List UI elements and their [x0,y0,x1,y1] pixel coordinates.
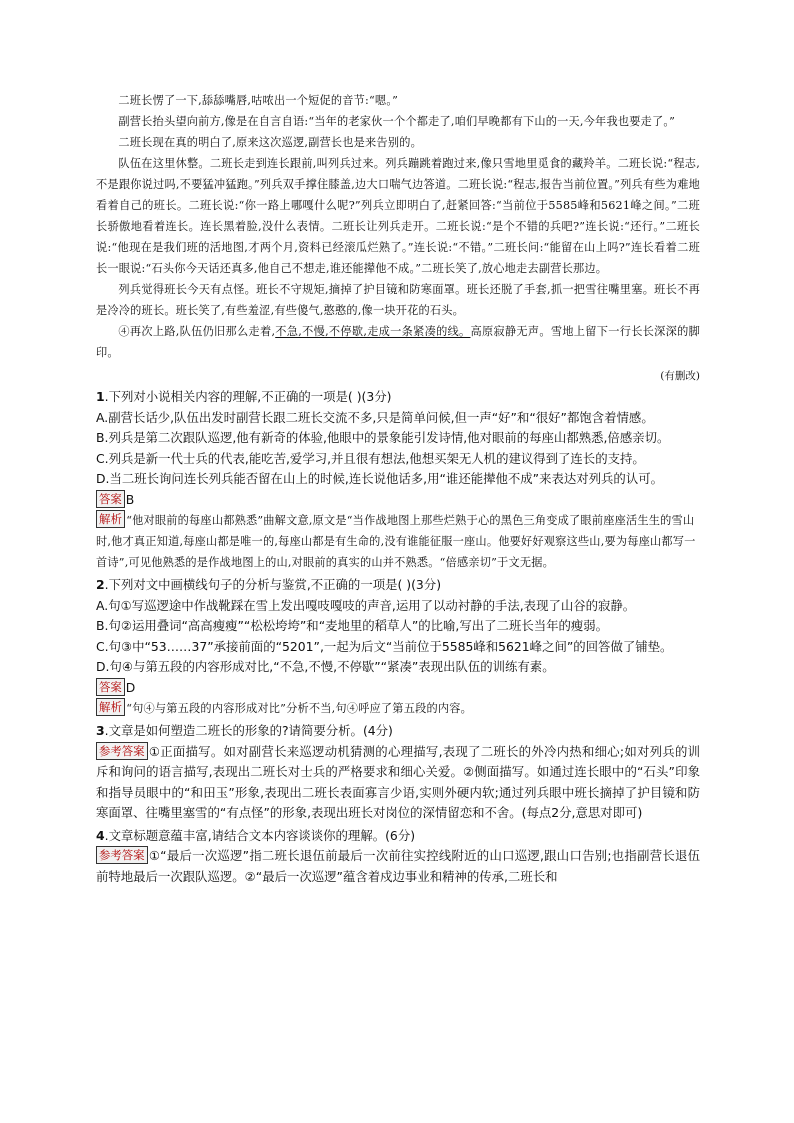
question-number: 4 [96,827,105,843]
story-paragraph: 副营长抬头望向前方,像是在自言自语:“当年的老家伙一个个都走了,咱们早晚都有下山的一天,今年我也要走了。” [118,115,676,128]
answer-value: B [125,491,135,507]
option-b: B.列兵是第二次跟队巡逻,他有新奇的体验,他眼中的景象能引发诗情,他对眼前的每座山都熟悉,倍感亲切。 [96,430,670,445]
option-d: D.当二班长询问连长列兵能否留在山上的时候,连长说他话多,用“谁还能撵他不成”来表达对列兵的认可。 [96,471,663,486]
option-c: C.列兵是新一代士兵的代表,能吃苦,爱学习,并且很有想法,他想买架无人机的建议得到了连长的支持。 [96,450,645,466]
story-paragraph: 二班长愣了一下,舔舔嘴唇,咕哝出一个短促的音节:“嗯。” [118,94,399,107]
question-stem: 1.下列对小说相关内容的理解,不正确的一项是( )(3分) [96,389,392,404]
reference-answer-tag: 参考答案 [96,742,148,760]
reference-answer-tag: 参考答案 [96,846,148,864]
answer-line [96,490,700,511]
question-4 [96,826,700,888]
story-excerpt [96,90,700,363]
option-b: B.句②运用叠词“高高瘦瘦”“松松垮垮”和“麦地里的稻草人”的比喻,写出了二班长当年的瘦弱。 [96,618,609,633]
analysis-2 [96,698,700,719]
option-a: A.句①写巡逻途中作战靴踩在雪上发出嘎吱嘎吱的声音,运用了以动衬静的手法,表现了山谷的寂静。 [96,597,636,613]
reference-answer-text: ①正面描写。如对副营长来巡逻动机猜测的心理描写,表现了二班长的外冷内热和细心;如对列兵的训斥和询问的语言描写,表现出二班长对士兵的严格要求和细心关爱。②侧面描写。如通过连长眼中的“石头”印象和指导员眼中的“和田玉”形象,表现出二班长表面寡言少语,实则外硬内软;通过列兵眼中班长摘掉了护目镜和防寒面罩、往嘴里塞雪的“有点怪”的形象,表现出班长对岗位的深情留恋和不舍。(每点2分,意思对即可) [96,743,700,820]
underlined-sentence-4: 不急,不慢,不停歇,走成一条紧凑的线。 [275,325,471,338]
analysis-1 [96,510,700,573]
reference-answer [96,742,700,824]
question-number: 2 [96,577,105,592]
source-note: (有删改) [660,370,700,382]
question-2 [96,575,700,698]
option-d: D.句④与第五段的内容形成对比,“不急,不慢,不停歇”“紧凑”表现出队伍的训练有素。 [96,659,555,674]
reference-answer [96,846,700,887]
answer-tag: 答案 [96,490,125,508]
story-paragraph: 队伍在这里休整。二班长走到连长跟前,叫列兵过来。列兵蹦跳着跑过来,像只雪地里觅食的藏羚羊。二班长说:“程志,不是跟你说过吗,不要猛冲猛跑。”列兵双手撑住膝盖,边大口喘气边答道。二班长说:“程志,报告当前位置。”列兵有些为难地看着自己的班长。二班长说:“你一路上哪嘎什么呢?”列兵立即明白了,赶紧回答:“当前位于5585峰和5621峰之间。”二班长骄傲地看着连长。连长黑着脸,没什么表情。二班长让列兵走开。二班长说:“是个不错的兵吧?”连长说:“还行。”二班长说:“他现在是我们班的活地图,才两个月,资料已经滚瓜烂熟了。”连长说:“不错。”二班长问:“能留在山上吗?”连长看着二班长一眼说:“石头你今天话还真多,他自己不想走,谁还能撵他不成。”二班长笑了,放心地走去副营长那边。 [96,157,700,275]
option-c: C.句③中“53……37”承接前面的“5201”,一起为后文“当前位于5585峰和5621峰之间”的回答做了铺垫。 [96,638,673,654]
answer-tag: 答案 [96,678,125,696]
option-a: A.副营长话少,队伍出发时副营长跟二班长交流不多,只是简单问候,但一声“好”和“很好”都饱含着情感。 [96,409,654,425]
analysis-tag: 解析 [96,510,125,528]
answer-value: D [125,679,136,695]
reference-answer-text: ①“最后一次巡逻”指二班长退伍前最后一次前往实控线附近的山口巡逻,跟山口告别;也指副营长退伍前特地最后一次跟队巡逻。②“最后一次巡逻”蕴含着戍边事业和精神的传承,二班长和 [96,848,700,884]
question-3 [96,721,700,824]
document-page [96,90,700,887]
story-paragraph: 列兵觉得班长今天有点怪。班长不守规矩,摘掉了护目镜和防寒面罩。班长还脱了手套,抓一把雪往嘴里塞。班长不再是冷冷的班长。班长笑了,有些羞涩,有些傻气,憨憨的,像一块开花的石头。 [96,283,700,317]
story-paragraph-4 [96,321,700,363]
analysis-tag: 解析 [96,698,125,716]
question-1 [96,387,700,510]
question-number: 3 [96,723,105,738]
question-stem: 2.下列对文中画横线句子的分析与鉴赏,不正确的一项是( )(3分) [96,577,442,592]
question-stem: 4.文章标题意蕴丰富,请结合文本内容谈谈你的理解。(6分) [96,827,416,843]
analysis-text: “他对眼前的每座山都熟悉”曲解文意,原文是“当作战地图上那些烂熟于心的黑色三角变成了眼前座座活生生的雪山时,他才真正知道,每座山都是唯一的,每座山都是有生命的,没有谁能征服一座山。他要好好观察这些山,要为每座山都写一首诗”,可见他熟悉的是作战地图上的山,对眼前的真实的山并不熟悉。“倍感亲切”于文无据。 [96,514,696,569]
answer-line [96,678,700,699]
sentence-4-suffix: 高原寂静无声。雪地上留下一行长长深深的脚印。 [96,325,700,359]
analysis-text: “句④与第五段的内容形成对比”分析不当,句④呼应了第五段的内容。 [126,702,473,715]
sentence-4-prefix: ④再次上路,队伍仍旧那么走着, [118,325,276,338]
story-paragraph: 二班长现在真的明白了,原来这次巡逻,副营长也是来告别的。 [118,136,422,149]
question-number: 1 [96,389,105,404]
question-stem: 3.文章是如何塑造二班长的形象的?请简要分析。(4分) [96,723,393,738]
